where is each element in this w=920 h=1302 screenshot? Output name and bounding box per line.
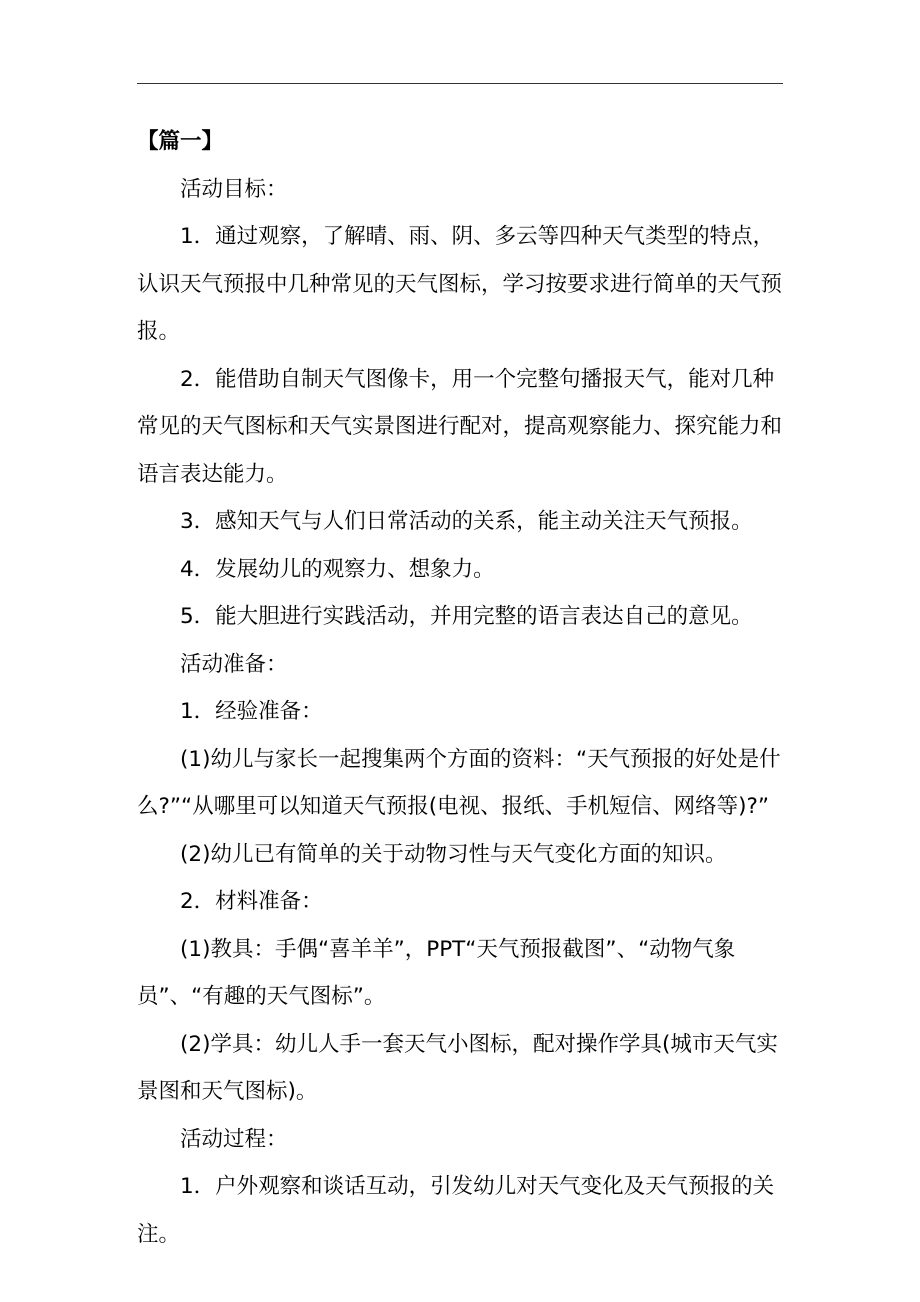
prep-experience-item-2: (2)幼儿已有简单的关于动物习性与天气变化方面的知识。 — [180, 841, 727, 867]
goal-item-3: 3．感知天气与人们日常活动的关系，能主动关注天气预报。 — [180, 509, 753, 534]
prep-materials-item-2: (2)学具：幼儿人手一套天气小图标，配对操作学具(城市天气实景图和天气图标)。 — [137, 1031, 778, 1104]
heading-activity-preparation: 活动准备： — [180, 651, 288, 677]
prep-experience-item-1: (1)幼儿与家长一起搜集两个方面的资料：“天气预报的好处是什么?”“从哪里可以知道天气预报(电视、报纸、手机短信、网络等)?” — [137, 746, 781, 819]
prep-materials-item-1: (1)教具：手偶“喜羊羊”，PPT“天气预报截图”、“动物气象员”、“有趣的天气图标”。 — [137, 936, 736, 1009]
header-rule — [137, 83, 783, 84]
goal-item-5: 5．能大胆进行实践活动，并用完整的语言表达自己的意见。 — [180, 604, 753, 629]
section-title: 【篇一】 — [137, 129, 224, 154]
goal-item-4: 4．发展幼儿的观察力、想象力。 — [180, 556, 495, 582]
goal-item-2: 2．能借助自制天气图像卡，用一个完整句播报天气，能对几种常见的天气图标和天气实景图进行配对，提高观察能力、探究能力和语言表达能力。 — [137, 366, 783, 487]
goal-item-1: 1．通过观察，了解晴、雨、阴、多云等四种天气类型的特点，认识天气预报中几种常见的天气图标，学习按要求进行简单的天气预报。 — [137, 224, 783, 344]
heading-activity-goals: 活动目标： — [180, 176, 288, 202]
heading-activity-process: 活动过程： — [180, 1126, 288, 1152]
document-body — [137, 118, 787, 1258]
process-item-1: 1．户外观察和谈话互动，引发幼儿对天气变化及天气预报的关注。 — [137, 1174, 775, 1247]
prep-materials-heading: 2．材料准备： — [180, 889, 323, 914]
prep-experience-heading: 1．经验准备： — [180, 699, 323, 724]
